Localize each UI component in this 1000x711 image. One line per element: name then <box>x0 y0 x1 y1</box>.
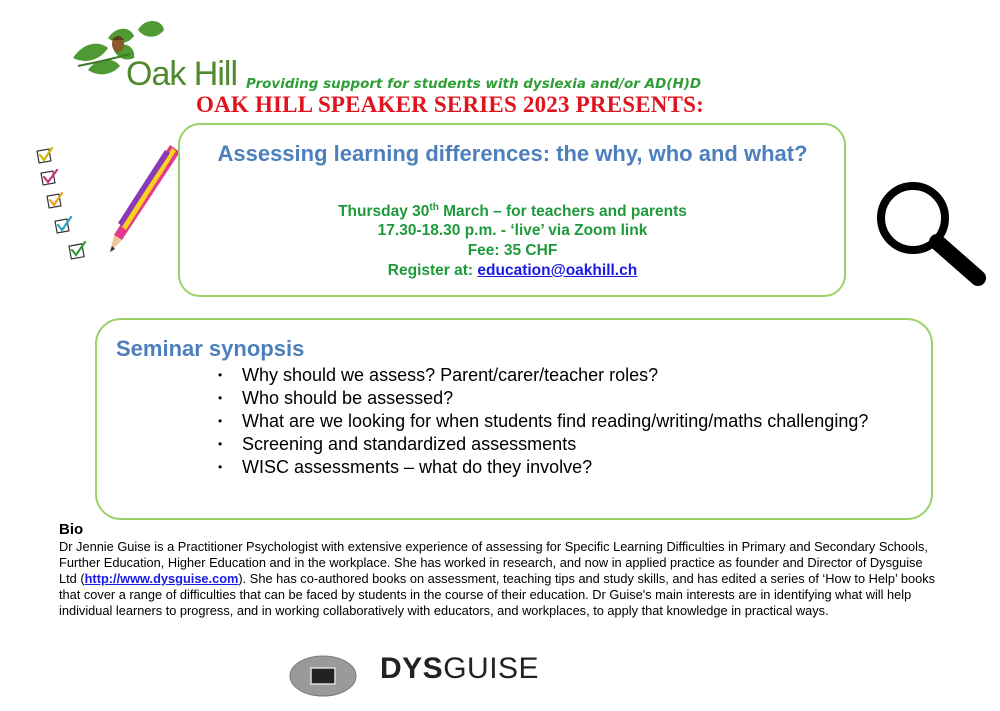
logo-text: Oak Hill <box>126 55 238 93</box>
event-register: Register at: education@oakhill.ch <box>387 262 638 279</box>
list-item: • WISC assessments – what do they involve? <box>218 456 898 479</box>
series-title: OAK HILL SPEAKER SERIES 2023 PRESENTS: <box>196 92 704 117</box>
list-item: • Why should we assess? Parent/carer/teacher roles? <box>218 364 898 387</box>
dysguise-badge-icon <box>289 655 357 697</box>
dysguise-logo-text: DYSGUISE <box>380 652 540 685</box>
list-item: • Screening and standardized assessments <box>218 433 898 456</box>
event-time: 17.30-18.30 p.m. - ‘live’ via Zoom link <box>377 222 648 239</box>
event-date: Thursday 30th March – for teachers and parents <box>338 202 687 221</box>
event-fee: Fee: 35 CHF <box>467 242 558 259</box>
register-email-link[interactable]: education@oakhill.ch <box>477 262 638 279</box>
bio-heading: Bio <box>59 521 84 538</box>
talk-title: Assessing learning differences: the why, who and what? <box>217 141 808 166</box>
bio-text: Dr Jennie Guise is a Practitioner Psychologist with extensive experience of assessing for Specific Learning Difficulties in Primary and Secondary Schools, Further Education, Higher Education and in the workplace. She has worked in research, and now in applied practice as founder and Director of Dysguise Ltd (http://www.dysguise.com). She has co-authored books on assessment, teaching tips and study skills, and has edited a series of ‘How to Help’ books that cover a range of difficulties that can be faced by students in the course of their education. Dr Guise's main interests are in identifying what will help individual learners to progress, and in working collaboratively with educators, and workplaces, to apply that knowledge in practical ways. <box>59 539 936 618</box>
tagline: Providing support for students with dyslexia and/or AD(H)D <box>246 76 702 92</box>
synopsis-title: Seminar synopsis <box>116 336 305 361</box>
checklist-icon <box>30 140 180 270</box>
magnifying-glass-icon <box>873 178 988 288</box>
list-item: • Who should be assessed? <box>218 387 898 410</box>
synopsis-list <box>218 364 898 479</box>
dysguise-link[interactable]: http://www.dysguise.com <box>84 571 239 586</box>
pencil-icon <box>110 145 180 252</box>
list-item: • What are we looking for when students find reading/writing/maths challenging? <box>218 410 898 433</box>
